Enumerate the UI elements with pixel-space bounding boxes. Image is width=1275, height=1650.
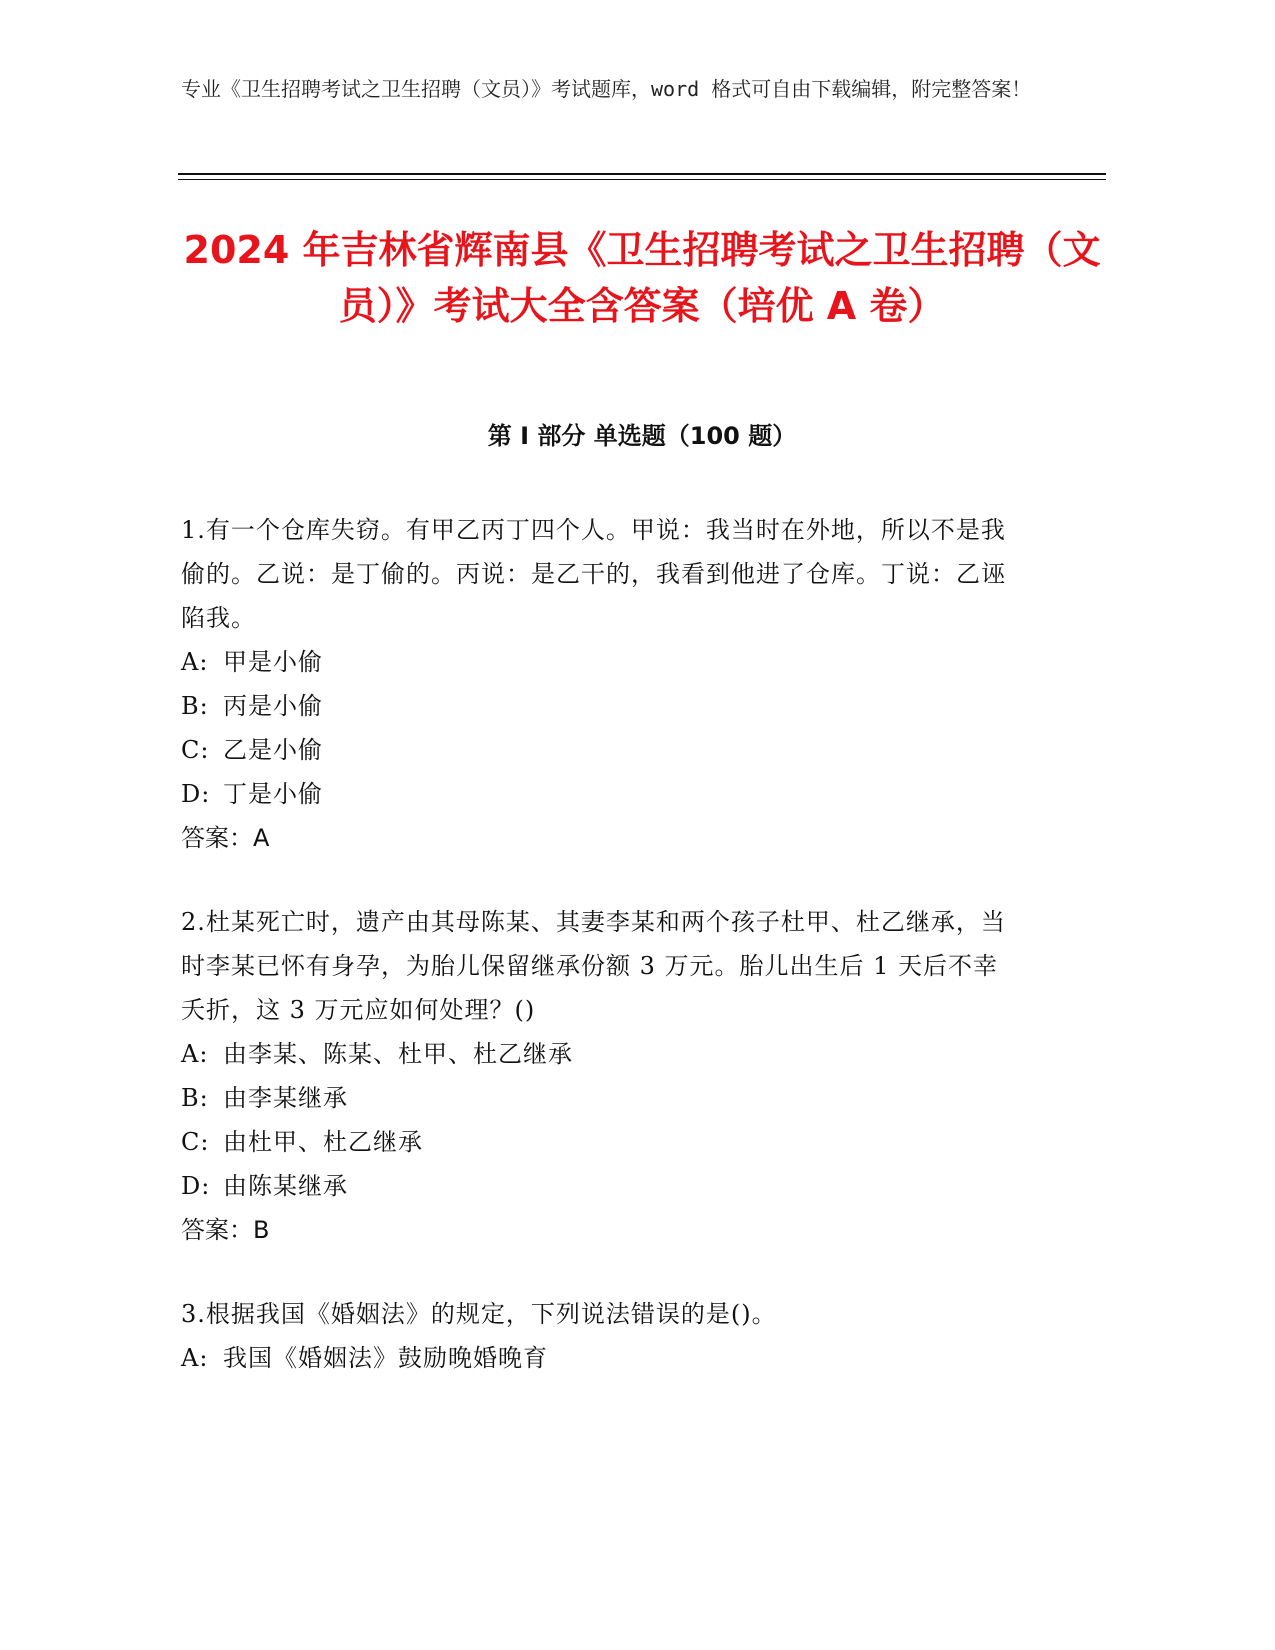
question-text: 3.根据我国《婚姻法》的规定，下列说法错误的是()。 bbox=[181, 1300, 777, 1328]
option-c bbox=[181, 1120, 1021, 1164]
question-1 bbox=[181, 508, 1021, 860]
option-text: 乙是小偷 bbox=[223, 736, 323, 764]
option-text: 我国《婚姻法》鼓励晚婚晚育 bbox=[223, 1344, 548, 1372]
option-a bbox=[181, 640, 1021, 684]
header-rule-thin bbox=[178, 179, 1106, 180]
option-letter: D: bbox=[181, 780, 211, 808]
option-text: 丙是小偷 bbox=[223, 692, 323, 720]
header-note: 专业《卫生招聘考试之卫生招聘（文员）》考试题库，word 格式可自由下载编辑，附完整答案！ bbox=[181, 77, 1032, 101]
option-text: 由杜甲、杜乙继承 bbox=[223, 1128, 423, 1156]
question-3 bbox=[181, 1292, 1021, 1380]
question-2 bbox=[181, 900, 1021, 1252]
option-letter: B: bbox=[181, 692, 209, 720]
option-text: 由李某、陈某、杜甲、杜乙继承 bbox=[223, 1040, 573, 1068]
option-letter: A: bbox=[181, 1040, 209, 1068]
question-list bbox=[181, 508, 1021, 1420]
option-letter: D: bbox=[181, 1172, 211, 1200]
option-letter: C: bbox=[181, 1128, 210, 1156]
option-b bbox=[181, 684, 1021, 728]
header-rule-thick bbox=[178, 173, 1106, 175]
option-text: 由陈某继承 bbox=[223, 1172, 348, 1200]
option-letter: C: bbox=[181, 736, 210, 764]
option-text: 由李某继承 bbox=[223, 1084, 348, 1112]
option-text: 丁是小偷 bbox=[223, 780, 323, 808]
option-letter: B: bbox=[181, 1084, 209, 1112]
option-c bbox=[181, 728, 1021, 772]
option-d bbox=[181, 772, 1021, 816]
document-title: 2024 年吉林省辉南县《卫生招聘考试之卫生招聘（文员）》考试大全含答案（培优 A 卷） bbox=[183, 228, 1101, 328]
answer-line: 答案：A bbox=[181, 824, 270, 852]
answer-line: 答案：B bbox=[181, 1216, 270, 1244]
question-text: 2.杜某死亡时，遗产由其母陈某、其妻李某和两个孩子杜甲、杜乙继承，当时李某已怀有身孕，为胎儿保留继承份额 3 万元。胎儿出生后 1 天后不幸夭折，这 3 万元应如何处理？() bbox=[181, 908, 1006, 1024]
option-a bbox=[181, 1032, 1021, 1076]
option-letter: A: bbox=[181, 648, 209, 676]
option-text: 甲是小偷 bbox=[223, 648, 323, 676]
section-title: 第 I 部分 单选题（100 题） bbox=[487, 422, 797, 450]
option-a bbox=[181, 1336, 1021, 1380]
question-text: 1.有一个仓库失窃。有甲乙丙丁四个人。甲说：我当时在外地，所以不是我偷的。乙说：是丁偷的。丙说：是乙干的，我看到他进了仓库。丁说：乙诬陷我。 bbox=[181, 516, 1006, 632]
option-b bbox=[181, 1076, 1021, 1120]
option-letter: A: bbox=[181, 1344, 209, 1372]
option-d bbox=[181, 1164, 1021, 1208]
